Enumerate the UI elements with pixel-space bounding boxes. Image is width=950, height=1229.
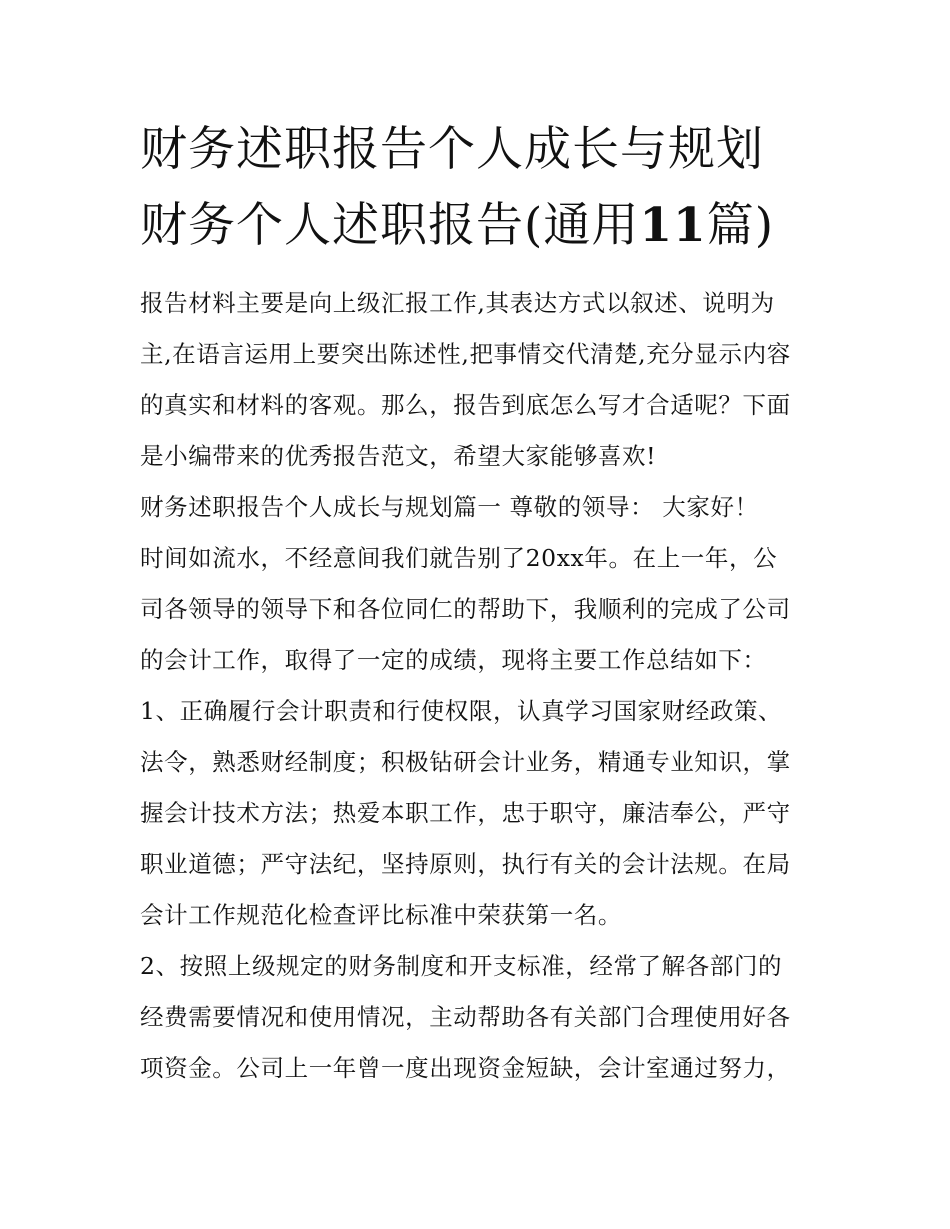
text-line: 财务述职报告个人成长与规划篇一 尊敬的领导： 大家好！ [140, 493, 759, 521]
title-number: 11 [639, 198, 707, 253]
title-line-2-text: 财务个人述职报告(通用 [140, 198, 640, 253]
text-line: 经费需要情况和使用情况，主动帮助各有关部门合理使用好各 [140, 1003, 791, 1031]
text-line: 报告材料主要是向上级汇报工作,其表达方式以叙述、说明为 [140, 289, 775, 317]
document-body [140, 278, 820, 1094]
text-line: 是小编带来的优秀报告范文，希望大家能够喜欢! [140, 442, 657, 470]
title-suffix: 篇) [706, 198, 775, 253]
document-title [140, 112, 830, 264]
text-line: 的会计工作，取得了一定的成绩，现将主要工作总结如下： [140, 646, 767, 674]
text-line: 职业道德；严守法纪，坚持原则，执行有关的会计法规。在局 [140, 850, 791, 878]
text-line: 主,在语言运用上要突出陈述性,把事情交代清楚,充分显示内容 [140, 340, 791, 368]
paragraph-item-2 [140, 941, 820, 1094]
text-line: 司各领导的领导下和各位同仁的帮助下，我顺利的完成了公司 [140, 595, 791, 623]
text-line: 2、按照上级规定的财务制度和开支标准，经常了解各部门的 [140, 952, 783, 980]
text-line: 会计工作规范化检查评比标准中荣获第一名。 [140, 901, 622, 929]
paragraph-summary-intro [140, 533, 820, 686]
title-line-2 [140, 188, 830, 264]
text-line: 握会计技术方法；热爱本职工作，忠于职守，廉洁奉公，严守 [140, 799, 791, 827]
text-line: 的真实和材料的客观。那么，报告到底怎么写才合适呢？下面 [140, 391, 791, 419]
text-line: 法令，熟悉财经制度；积极钻研会计业务，精通专业知识，掌 [140, 748, 791, 776]
paragraph-item-1 [140, 686, 820, 941]
text-line: 时间如流水，不经意间我们就告别了20xx年。在上一年，公 [140, 544, 778, 572]
text-line: 1、正确履行会计职责和行使权限，认真学习国家财经政策、 [140, 697, 783, 725]
paragraph-section-heading [140, 482, 820, 533]
text-line: 项资金。公司上一年曾一度出现资金短缺，会计室通过努力， [140, 1054, 791, 1082]
paragraph-intro [140, 278, 820, 482]
title-line-1: 财务述职报告个人成长与规划 [140, 122, 764, 177]
